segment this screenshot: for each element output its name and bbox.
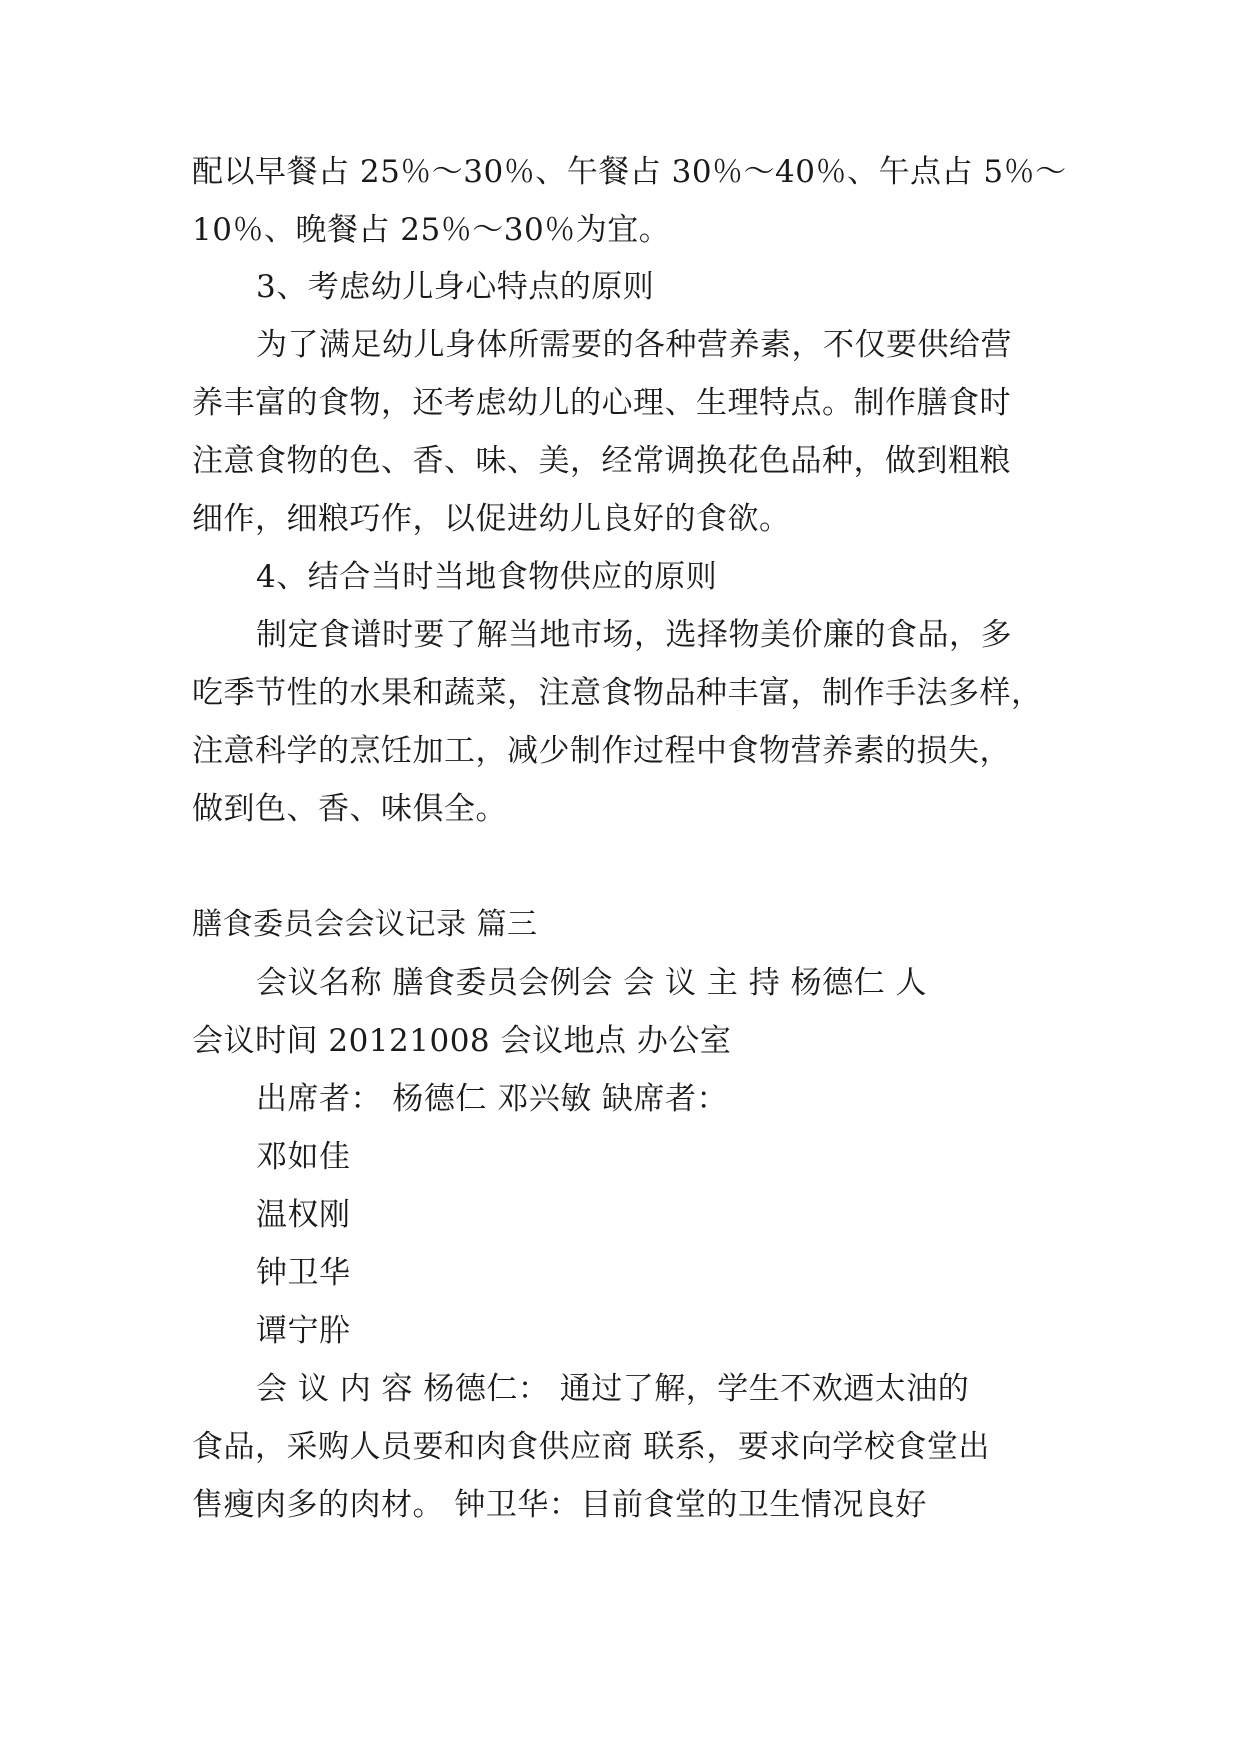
attendance-line: 出席者： 杨德仁 邓兴敏 缺席者：: [256, 1081, 729, 1117]
paragraph-line: 配以早餐占 25％～30％、午餐占 30％～40％、午点占 5％～: [192, 154, 1067, 190]
absentee-name: 谭宁肸: [256, 1313, 351, 1349]
paragraph-line: 做到色、香、味俱全。: [192, 791, 507, 827]
meeting-content-line: 售瘦肉多的肉材。 钟卫华：目前食堂的卫生情况良好: [192, 1487, 927, 1523]
section-heading: 4、结合当时当地食物供应的原则: [256, 559, 718, 595]
meeting-info-line: 会议时间 20121008 会议地点 办公室: [192, 1023, 732, 1059]
absentee-name: 温权刚: [256, 1197, 351, 1233]
paragraph-line: 养丰富的食物，还考虑幼儿的心理、生理特点。制作膳食时: [192, 385, 1011, 421]
paragraph-line: 细作，细粮巧作，以促进幼儿良好的食欲。: [192, 501, 791, 537]
paragraph-line: 注意科学的烹饪加工，减少制作过程中食物营养素的损失，: [192, 733, 1011, 769]
paragraph-line: 为了满足幼儿身体所需要的各种营养素，不仅要供给营: [256, 327, 1012, 363]
absentee-name: 邓如佳: [256, 1139, 351, 1175]
paragraph-line: 注意食物的色、香、味、美，经常调换花色品种，做到粗粮: [192, 443, 1011, 479]
document-heading: 膳食委员会会议记录 篇三: [192, 907, 538, 942]
meeting-content-line: 食品，采购人员要和肉食供应商 联系，要求向学校食堂出: [192, 1429, 990, 1465]
paragraph-line: 制定食谱时要了解当地市场，选择物美价廉的食品，多: [256, 617, 1012, 653]
paragraph-line: 吃季节性的水果和蔬菜，注意食物品种丰富，制作手法多样，: [192, 675, 1043, 711]
section-heading: 3、考虑幼儿身心特点的原则: [256, 269, 655, 305]
paragraph-line: 10％、晚餐占 25％～30％为宜。: [192, 212, 671, 248]
absentee-name: 钟卫华: [256, 1255, 351, 1291]
meeting-content-line: 会 议 内 容 杨德仁： 通过了解，学生不欢迺太油的: [256, 1371, 970, 1407]
meeting-info-line: 会议名称 膳食委员会例会 会 议 主 持 杨德仁 人: [256, 965, 927, 1001]
